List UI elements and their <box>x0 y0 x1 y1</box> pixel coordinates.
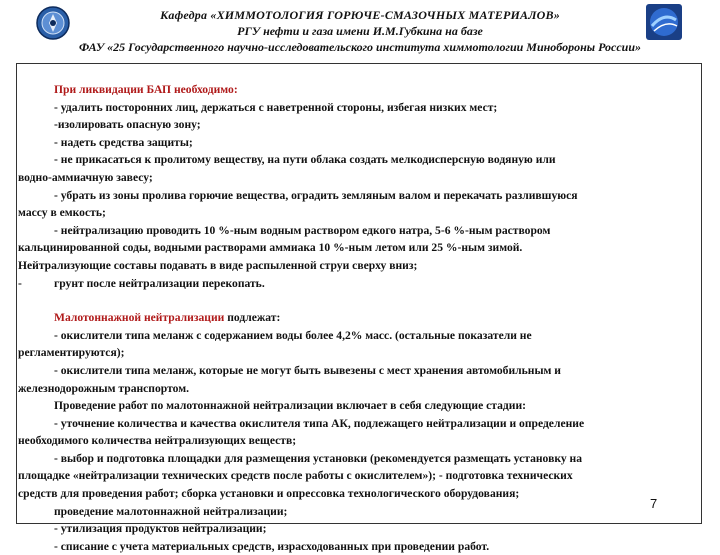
list-item: массу в емкость; <box>18 206 106 220</box>
list-item: - окислители типа меланж с содержанием воды более 4,2% масс. (остальные показатели не <box>54 328 532 342</box>
list-item: - утилизация продуктов нейтрализации; <box>54 522 267 536</box>
spacer <box>18 292 698 309</box>
page-number: 7 <box>650 496 658 511</box>
section2-title-suffix: подлежат: <box>224 311 281 325</box>
list-item <box>18 275 698 293</box>
list-item: проведение малотоннажной нейтрализации; <box>54 504 288 518</box>
list-item: железнодорожным транспортом. <box>18 381 189 395</box>
list-item: - уточнение количества и качества окислителя типа АК, подлежащего нейтрализации и определение <box>54 416 585 430</box>
list-item: - не прикасаться к пролитому веществу, на пути облака создать мелкодисперсную водяную или <box>54 153 556 167</box>
list-item: - списание с учета материальных средств, израсходованных при проведении работ. <box>54 539 490 553</box>
list-item: - окислители типа меланж, которые не могут быть вывезены с мест хранения автомобильным и <box>54 363 561 377</box>
list-item: - нейтрализацию проводить 10 %-ным водным раствором едкого натра, 5-6 %-ным раствором <box>54 223 551 237</box>
list-item: Проведение работ по малотоннажной нейтрализации включает в себя следующие стадии: <box>54 399 526 413</box>
list-item: площадке «нейтрализации технических средств после работы с окислителем»); - подготовка технических <box>18 469 573 483</box>
list-item: -изолировать опасную зону; <box>54 118 201 132</box>
list-item: кальцинированной соды, водными растворами аммиака 10 %-ным летом или 25 %-ным зимой. <box>18 241 523 255</box>
slide-body <box>18 81 698 555</box>
section2-title-highlight: Малотоннажной нейтрализации <box>54 311 225 325</box>
header <box>0 0 720 62</box>
section1-title: При ликвидации БАП необходимо: <box>54 83 238 96</box>
list-item: регламентируются); <box>18 346 125 360</box>
list-item: средств для проведения работ; сборка установки и опрессовка технологического оборудования; <box>18 487 520 501</box>
list-item: - удалить посторонних лиц, держаться с наветренной стороны, избегая низких мест; <box>54 100 498 114</box>
list-item: Нейтрализующие составы подавать в виде распыленной струи сверху вниз; <box>18 258 418 272</box>
bullet-dash: - <box>18 276 22 290</box>
section2-title <box>18 309 698 327</box>
globe-logo-icon <box>646 4 682 40</box>
list-item: - выбор и подготовка площадки для размещения установки (рекомендуется размещать установку на <box>54 451 583 465</box>
list-item-text: грунт после нейтрализации перекопать. <box>54 276 265 290</box>
list-item: - надеть средства защиты; <box>54 135 193 149</box>
list-item: необходимого количества нейтрализующих веществ; <box>18 434 297 448</box>
list-item: водно-аммиачную завесу; <box>18 170 153 184</box>
list-item: - убрать из зоны пролива горючие вещества, оградить земляным валом и перекачать разлившуюся <box>54 188 578 202</box>
department-title: Кафедра «ХИММОТОЛОГИЯ ГОРЮЧЕ-СМАЗОЧНЫХ МАТЕРИАЛОВ» <box>160 8 560 22</box>
university-subtitle: РГУ нефти и газа имени И.М.Губкина на базе <box>237 24 483 38</box>
institute-subtitle: ФАУ «25 Государственного научно-исследовательского института химмотологии Минобороны России» <box>78 40 642 54</box>
